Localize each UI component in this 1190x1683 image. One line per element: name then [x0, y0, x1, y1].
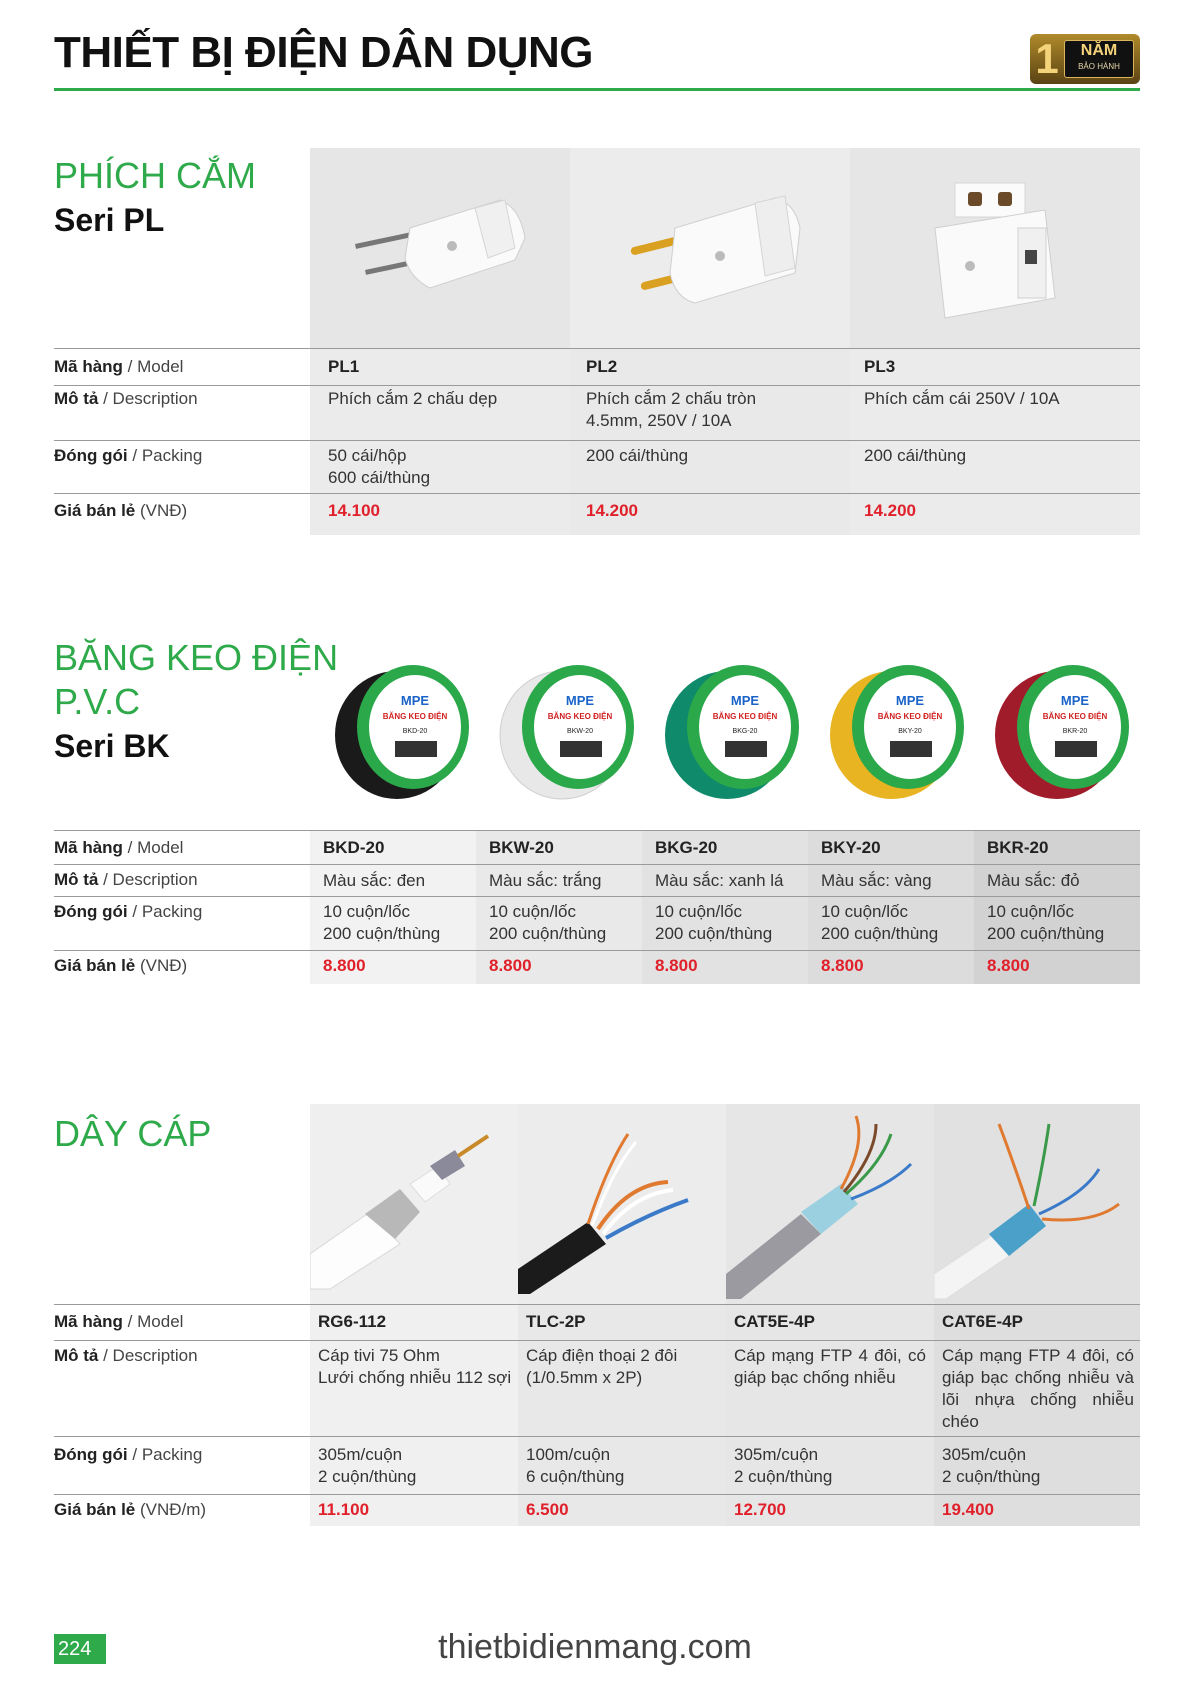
bkr-description: Màu sắc: đỏ [987, 871, 1080, 890]
svg-text:BKR-20: BKR-20 [1062, 728, 1088, 735]
plug-round-pin-icon [570, 148, 850, 348]
pl3-packing-1: 200 cái/thùng [864, 446, 967, 465]
bkw-packing-1: 10 cuộn/lốc [489, 902, 576, 921]
svg-text:BĂNG KEO ĐIỆN: BĂNG KEO ĐIỆN [877, 712, 943, 721]
bkr-packing-1: 10 cuộn/lốc [987, 902, 1074, 921]
bkg-price: 8.800 [655, 956, 698, 975]
svg-text:BĂNG KEO ĐIỆN: BĂNG KEO ĐIỆN [382, 712, 448, 721]
bky-model: BKY-20 [821, 838, 881, 857]
rg6-description-2: Lưới chống nhiễu 112 sợi [318, 1368, 512, 1387]
bkd-description: Màu sắc: đen [323, 871, 426, 890]
bkr-model: BKR-20 [987, 838, 1049, 857]
page-number: 224 [54, 1634, 106, 1664]
bky-price: 8.800 [821, 956, 864, 975]
tape-roll-black [325, 655, 475, 810]
bkg-description: Màu sắc: xanh lá [655, 871, 784, 890]
svg-text:MPE: MPE [1060, 693, 1090, 708]
badge-year: NĂM [1080, 42, 1118, 59]
coax-cable-icon [310, 1104, 518, 1304]
bkg-packing-2: 200 cuộn/thùng [655, 924, 773, 943]
svg-text:BĂNG KEO ĐIỆN: BĂNG KEO ĐIỆN [547, 712, 613, 721]
bkr-price: 8.800 [987, 956, 1030, 975]
bkd-model: BKD-20 [323, 838, 385, 857]
svg-text:MPE: MPE [400, 693, 430, 708]
badge-warranty: BẢO HÀNH [1078, 62, 1120, 71]
bky-description: Màu sắc: vàng [821, 871, 932, 890]
bk-label-description: Mô tả / Description [54, 870, 198, 889]
rg6-model: RG6-112 [318, 1312, 387, 1331]
network-cable-cat6e-icon [934, 1104, 1140, 1304]
pl3-model: PL3 [864, 357, 896, 376]
svg-text:BĂNG KEO ĐIỆN: BĂNG KEO ĐIỆN [1042, 712, 1108, 721]
product-image-tlc [518, 1104, 726, 1304]
cat5e-description: Cáp mạng FTP 4 đôi, có giáp bạc chống nhiễu [734, 1346, 926, 1387]
product-image-pl3 [850, 148, 1140, 348]
section-bk-title-line1: BĂNG KEO ĐIỆN [54, 637, 339, 678]
label-packing: Đóng gói / Packing [54, 446, 203, 465]
section-pl-title: PHÍCH CẮM [54, 155, 257, 196]
bkd-packing-2: 200 cuộn/thùng [323, 924, 441, 943]
pl2-packing-1: 200 cái/thùng [586, 446, 689, 465]
badge-number: 1 [1035, 35, 1059, 82]
svg-text:MPE: MPE [730, 693, 760, 708]
tlc-price: 6.500 [526, 1500, 569, 1519]
cat6e-packing-2: 2 cuộn/thùng [942, 1467, 1041, 1486]
tlc-packing-1: 100m/cuộn [526, 1445, 611, 1464]
bkd-packing-1: 10 cuộn/lốc [323, 902, 410, 921]
bkw-description: Màu sắc: trắng [489, 871, 602, 890]
pl3-description: Phích cắm cái 250V / 10A [864, 389, 1060, 408]
rg6-packing-2: 2 cuộn/thùng [318, 1467, 417, 1486]
tape-roll-white [490, 655, 640, 810]
cat6e-price: 19.400 [942, 1500, 994, 1519]
plug-flat-pin-icon [310, 148, 570, 348]
rg6-description-1: Cáp tivi 75 Ohm [318, 1346, 440, 1365]
bkw-model: BKW-20 [489, 838, 554, 857]
bk-label-packing: Đóng gói / Packing [54, 902, 203, 921]
cat5e-packing-2: 2 cuộn/thùng [734, 1467, 833, 1486]
pl2-price: 14.200 [586, 501, 638, 520]
cable-label-model: Mã hàng / Model [54, 1312, 184, 1331]
pl1-packing-1: 50 cái/hộp [328, 446, 407, 465]
cable-label-price: Giá bán lẻ (VNĐ/m) [54, 1500, 207, 1519]
tape-roll-green [655, 655, 805, 810]
svg-text:BĂNG KEO ĐIỆN: BĂNG KEO ĐIỆN [712, 712, 778, 721]
bky-packing-2: 200 cuộn/thùng [821, 924, 939, 943]
bkw-price: 8.800 [489, 956, 532, 975]
section-bk-title-line2: P.V.C [54, 681, 141, 722]
cat5e-price: 12.700 [734, 1500, 786, 1519]
section-pl-series: Seri PL [54, 202, 165, 238]
label-price: Giá bán lẻ (VNĐ) [54, 501, 188, 520]
bkd-price: 8.800 [323, 956, 366, 975]
svg-text:BKY-20: BKY-20 [898, 728, 922, 735]
bky-packing-1: 10 cuộn/lốc [821, 902, 908, 921]
rg6-price: 11.100 [318, 1500, 370, 1519]
label-model: Mã hàng / Model [54, 357, 184, 376]
bkw-packing-2: 200 cuộn/thùng [489, 924, 607, 943]
pl3-price: 14.200 [864, 501, 916, 520]
rg6-packing-1: 305m/cuộn [318, 1445, 403, 1464]
svg-text:BKW-20: BKW-20 [567, 728, 593, 735]
svg-text:MPE: MPE [565, 693, 595, 708]
product-image-rg6 [310, 1104, 518, 1304]
tape-roll-red [985, 655, 1135, 810]
phone-cable-icon [518, 1104, 726, 1304]
bkg-packing-1: 10 cuộn/lốc [655, 902, 742, 921]
section-bk-series: Seri BK [54, 728, 170, 764]
pl1-price: 14.100 [328, 501, 380, 520]
product-image-cat5e [726, 1104, 934, 1304]
title-divider [54, 88, 1140, 91]
product-image-cat6e [934, 1104, 1140, 1304]
cat6e-model: CAT6E-4P [942, 1312, 1023, 1331]
pl1-model: PL1 [328, 357, 360, 376]
tlc-description-1: Cáp điện thoại 2 đôi [526, 1346, 678, 1365]
pl2-description: Phích cắm 2 chấu tròn 4.5mm, 250V / 10A [586, 389, 757, 430]
cat6e-description: Cáp mạng FTP 4 đôi, có giáp bạc chống nhiễu và lõi nhựa chống nhiễu chéo [942, 1346, 1134, 1431]
tlc-model: TLC-2P [526, 1312, 586, 1331]
bkr-packing-2: 200 cuộn/thùng [987, 924, 1105, 943]
bkg-model: BKG-20 [655, 838, 718, 857]
svg-text:MPE: MPE [895, 693, 925, 708]
section-cable-title: DÂY CÁP [54, 1113, 212, 1154]
socket-plug-icon [850, 148, 1140, 348]
product-image-pl2 [570, 148, 850, 348]
network-cable-cat5e-icon [726, 1104, 934, 1304]
tlc-packing-2: 6 cuộn/thùng [526, 1467, 625, 1486]
cable-label-packing: Đóng gói / Packing [54, 1445, 203, 1464]
tlc-description-2: (1/0.5mm x 2P) [526, 1368, 643, 1387]
cat6e-packing-1: 305m/cuộn [942, 1445, 1027, 1464]
cable-label-description: Mô tả / Description [54, 1346, 198, 1365]
pl1-packing-2: 600 cái/thùng [328, 468, 431, 487]
svg-text:BKG-20: BKG-20 [732, 728, 758, 735]
footer-website: thietbidienmang.com [438, 1628, 752, 1666]
page-title: THIẾT BỊ ĐIỆN DÂN DỤNG [54, 28, 593, 77]
cat5e-packing-1: 305m/cuộn [734, 1445, 819, 1464]
tape-roll-yellow [820, 655, 970, 810]
label-description: Mô tả / Description [54, 389, 198, 408]
warranty-badge [1030, 34, 1140, 84]
product-image-pl1 [310, 148, 570, 348]
pl1-description: Phích cắm 2 chấu dẹp [328, 389, 498, 408]
cat5e-model: CAT5E-4P [734, 1312, 815, 1331]
bk-label-price: Giá bán lẻ (VNĐ) [54, 956, 188, 975]
svg-text:BKD-20: BKD-20 [402, 728, 428, 735]
pl2-model: PL2 [586, 357, 618, 376]
bk-label-model: Mã hàng / Model [54, 838, 184, 857]
